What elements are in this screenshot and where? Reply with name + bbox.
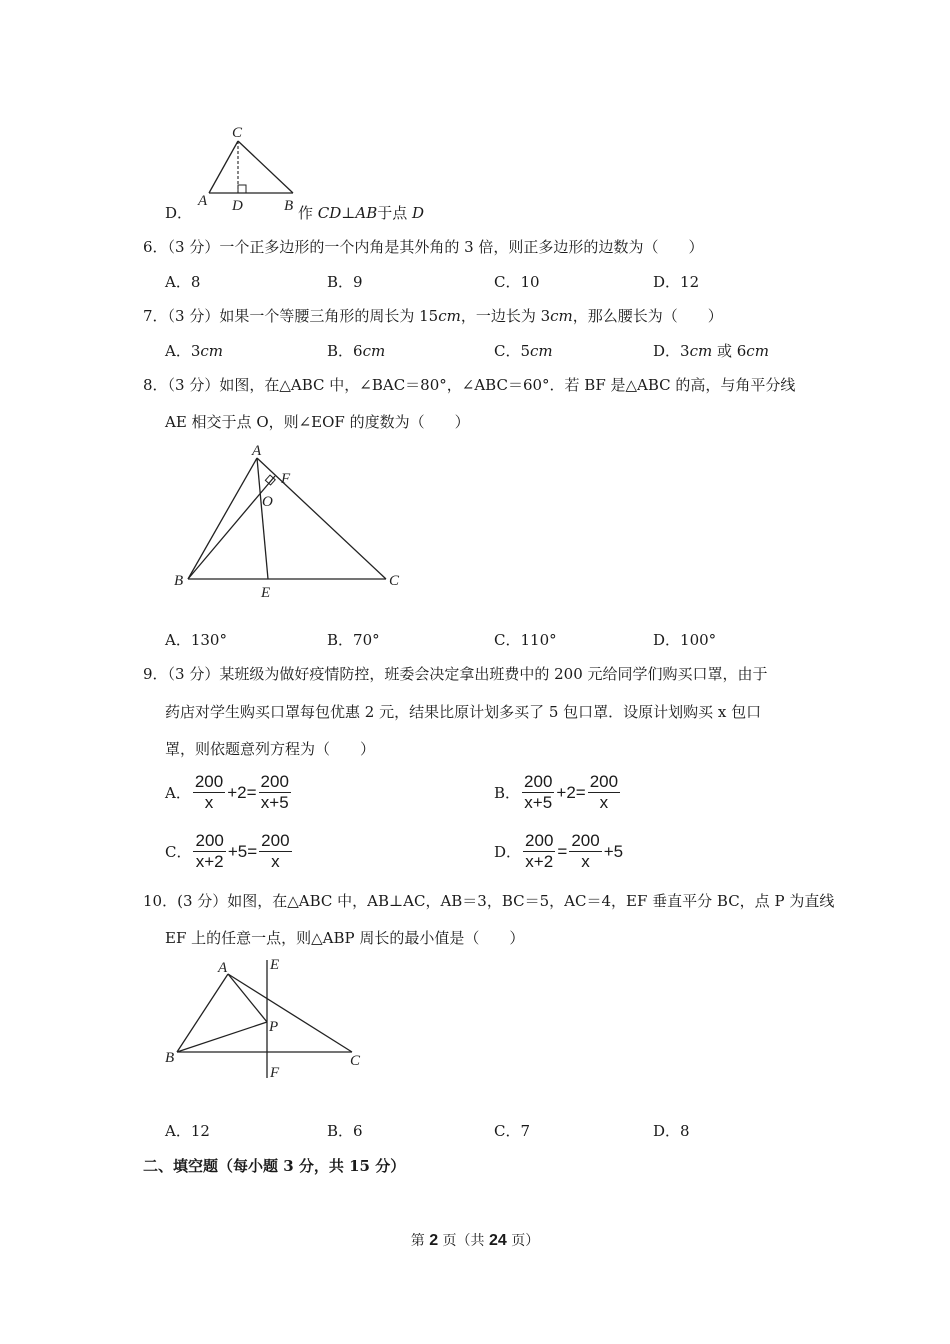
- q8-stem-line2: AE 相交于点 O，则∠EOF 的度数为（ ）: [165, 413, 470, 431]
- q9-stem-line2: 药店对学生购买口罩每包优惠 2 元，结果比原计划多买了 5 包口罩．设原计划购买 x 包口: [165, 703, 762, 721]
- q7-option-b: B．6cm: [327, 342, 386, 360]
- label-c: C: [232, 125, 243, 141]
- q7-option-a: A．3cm: [165, 342, 224, 360]
- page-footer: 第 2 页（共 24 页）: [410, 1232, 540, 1249]
- label-c: C: [350, 1053, 361, 1069]
- q8-stem-line1: 8．（3 分）如图，在△ABC 中，∠BAC＝80°，∠ABC＝60°．若 BF 是△ABC 的高，与角平分线: [143, 376, 796, 394]
- q8-triangle-figure: [165, 442, 415, 602]
- segment-bp: [177, 1022, 267, 1052]
- q8-option-a: A．130°: [165, 631, 227, 649]
- q8-option-d: D．100°: [653, 631, 717, 649]
- altitude-bf: [188, 476, 275, 579]
- label-a: A: [218, 960, 228, 976]
- q7-option-c: C．5cm: [494, 342, 553, 360]
- side-ab: [188, 458, 257, 579]
- label-a: A: [198, 193, 208, 209]
- label-b: B: [174, 573, 184, 589]
- q10-stem-line1: 10．(3 分）如图，在△ABC 中，AB⊥AC，AB＝3，BC＝5，AC＝4，EF 垂直平分 BC，点 P 为直线: [143, 892, 835, 910]
- label-o: O: [262, 494, 273, 510]
- q10-stem-line2: EF 上的任意一点，则△ABP 周长的最小值是（ ）: [165, 929, 525, 947]
- side-ab: [177, 974, 228, 1052]
- label-b: B: [165, 1050, 175, 1066]
- q10-triangle-figure: [160, 955, 375, 1083]
- q9-option-c: C． $\frac{200}{x+2}$ +5= $\frac{200}{x}$: [165, 831, 290, 871]
- label-e: E: [270, 957, 280, 973]
- q10-option-d: D．8: [653, 1122, 690, 1140]
- label-d: D: [232, 198, 243, 214]
- q9-option-a: A． $\frac{200}{x}$ +2= $\frac{200}{x+5}$: [165, 772, 289, 812]
- label-a: A: [252, 443, 262, 459]
- label-p: P: [269, 1019, 279, 1035]
- q9-stem-line3: 罩，则依题意列方程为（ ）: [165, 740, 376, 758]
- side-ac: [228, 974, 352, 1052]
- segment-ap: [228, 974, 267, 1022]
- q5-option-d-label: D．: [165, 204, 193, 222]
- label-f: F: [270, 1065, 280, 1081]
- q10-option-b: B．6: [327, 1122, 363, 1140]
- q9-stem-line1: 9．（3 分）某班级为做好疫情防控，班委会决定拿出班费中的 200 元给同学们购买口罩，由于: [143, 665, 768, 683]
- section-2-heading: 二、填空题（每小题 3 分，共 15 分）: [143, 1157, 406, 1175]
- q9-option-d: D． $\frac{200}{x+2}$ = $\frac{200}{x}$ +5: [494, 831, 624, 871]
- label-f: F: [281, 471, 291, 487]
- q5d-triangle-figure: [195, 122, 305, 214]
- q6-stem: 6．（3 分）一个正多边形的一个内角是其外角的 3 倍，则正多边形的边数为（ ）: [143, 238, 704, 256]
- q8-option-c: C．110°: [494, 631, 557, 649]
- label-e: E: [261, 585, 271, 601]
- q8-option-b: B．70°: [327, 631, 380, 649]
- right-angle-mark: [238, 185, 246, 193]
- label-b: B: [284, 198, 294, 214]
- q6-option-a: A．8: [165, 273, 201, 291]
- side-ac: [257, 458, 386, 579]
- q7-option-d: D．3cm 或 6cm: [653, 342, 769, 360]
- side-ac: [209, 141, 238, 193]
- q7-stem: 7．（3 分）如果一个等腰三角形的周长为 15cm，一边长为 3cm，那么腰长为（ ）: [143, 307, 723, 325]
- q6-option-c: C．10: [494, 273, 540, 291]
- q9-option-b: B． $\frac{200}{x+5}$ +2= $\frac{200}{x}$: [494, 772, 619, 812]
- q10-option-a: A．12: [165, 1122, 210, 1140]
- bisector-ae: [257, 458, 268, 579]
- q6-option-d: D．12: [653, 273, 700, 291]
- q6-option-b: B．9: [327, 273, 363, 291]
- q5-option-d-text: 作 CD⊥AB于点 D: [298, 204, 425, 222]
- q10-option-c: C．7: [494, 1122, 531, 1140]
- label-c: C: [389, 573, 400, 589]
